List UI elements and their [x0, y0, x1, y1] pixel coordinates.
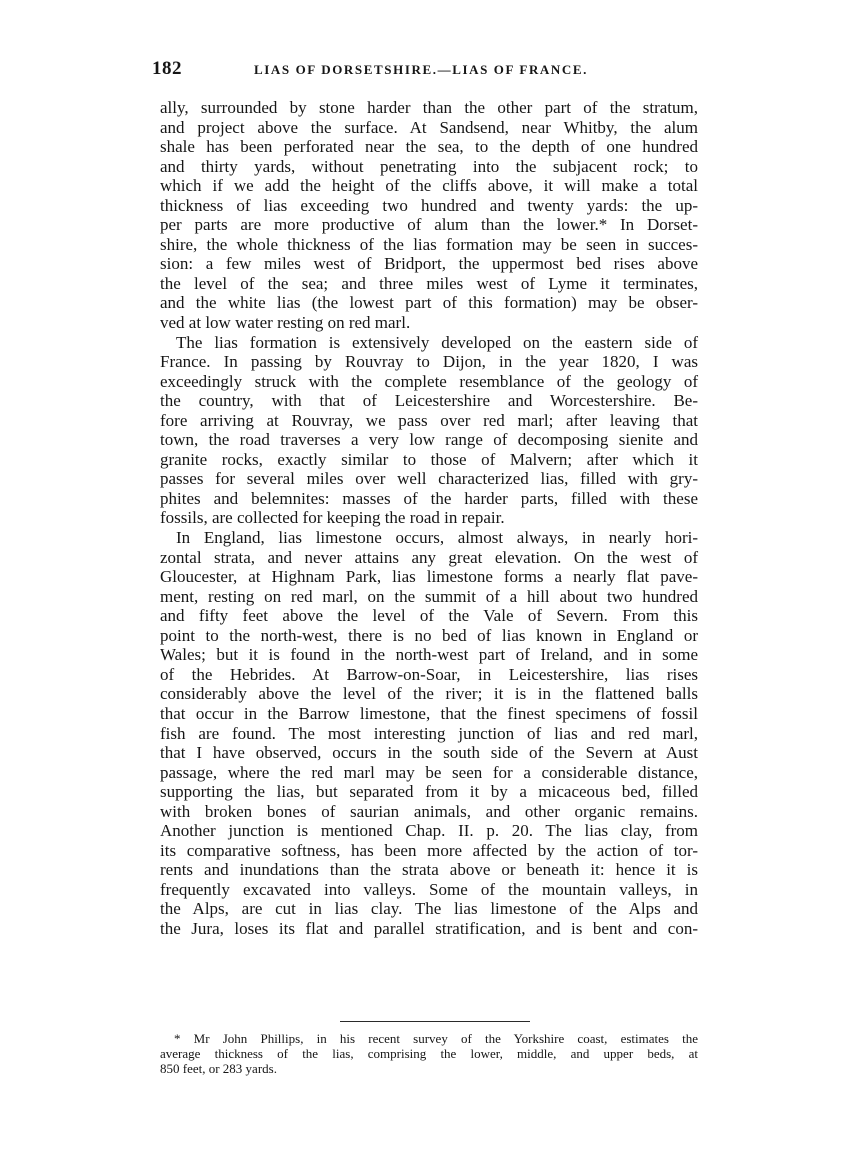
body-line: rents and inundations than the strata above or beneath it: hence it is [160, 860, 698, 880]
body-line: Wales; but it is found in the north-west part of Ireland, and in some [160, 645, 698, 665]
body-line: of the Hebrides. At Barrow-on-Soar, in Leicestershire, lias rises [160, 664, 698, 684]
body-line: shire, the whole thickness of the lias formation may be seen in succes- [160, 234, 698, 254]
footnote [160, 1031, 698, 1076]
body-line: that I have observed, occurs in the south side of the Severn at Aust [160, 743, 698, 763]
footnote-line: 850 feet, or 283 yards. [160, 1061, 277, 1076]
body-line: ment, resting on red marl, on the summit of a hill about two hundred [160, 586, 698, 606]
body-line: and fifty feet above the level of the Vale of Severn. From this [160, 606, 698, 626]
body-line: that occur in the Barrow limestone, that the finest specimens of fossil [160, 703, 698, 723]
body-line: granite rocks, exactly similar to those of Malvern; after which it [160, 449, 698, 469]
body-line: ally, surrounded by stone harder than the other part of the stratum, [160, 98, 698, 117]
body-line: and thirty yards, without penetrating into the subjacent rock; to [160, 156, 698, 176]
body-line: passage, where the red marl may be seen for a considerable distance, [160, 762, 698, 782]
running-head: LIAS OF DORSETSHIRE.—LIAS OF FRANCE. [254, 62, 589, 77]
body-line: fore arriving at Rouvray, we pass over red marl; after leaving that [160, 410, 698, 430]
body-line: the Jura, loses its flat and parallel stratification, and is bent and con- [160, 918, 698, 938]
body-line: point to the north-west, there is no bed of lias known in England or [160, 625, 698, 645]
body-line: France. In passing by Rouvray to Dijon, in the year 1820, I was [160, 352, 698, 372]
body-line: exceedingly struck with the complete resemblance of the geology of [160, 371, 698, 391]
footnote-divider [340, 1021, 530, 1022]
body-line: fossils, are collected for keeping the road in repair. [160, 508, 505, 528]
page-header [152, 58, 698, 84]
body-line: ved at low water resting on red marl. [160, 313, 411, 333]
body-line: and the white lias (the lowest part of this formation) may be obser- [160, 293, 698, 313]
paragraph-start-line: In England, lias limestone occurs, almost always, in nearly hori- [176, 528, 698, 548]
body-text [160, 98, 698, 939]
footnote-line: * Mr John Phillips, in his recent survey of the Yorkshire coast, estimates the [174, 1031, 698, 1046]
body-line: Another junction is mentioned Chap. II. p. 20. The lias clay, from [160, 821, 698, 841]
body-line: passes for several miles over well characterized lias, filled with gry- [160, 469, 698, 489]
body-line: and project above the surface. At Sandsend, near Whitby, the alum [160, 117, 698, 137]
body-line: its comparative softness, has been more affected by the action of tor- [160, 840, 698, 860]
body-line: per parts are more productive of alum than the lower.* In Dorset- [160, 215, 698, 235]
body-line: with broken bones of saurian animals, and other organic remains. [160, 801, 698, 821]
body-line: considerably above the level of the river; it is in the flattened balls [160, 684, 698, 704]
body-line: the country, with that of Leicestershire and Worcestershire. Be- [160, 391, 698, 411]
page-number: 182 [152, 58, 182, 79]
body-line: town, the road traverses a very low range of decomposing sienite and [160, 430, 698, 450]
body-line: frequently excavated into valleys. Some of the mountain valleys, in [160, 879, 698, 899]
body-line: zontal strata, and never attains any great elevation. On the west of [160, 547, 698, 567]
body-line: phites and belemnites: masses of the harder parts, filled with these [160, 488, 698, 508]
body-line: which if we add the height of the cliffs above, it will make a total [160, 176, 698, 196]
body-line: shale has been perforated near the sea, to the depth of one hundred [160, 137, 698, 157]
body-line: Gloucester, at Highnam Park, lias limestone forms a nearly flat pave- [160, 567, 698, 587]
body-line: fish are found. The most interesting junction of lias and red marl, [160, 723, 698, 743]
body-line: sion: a few miles west of Bridport, the uppermost bed rises above [160, 254, 698, 274]
body-line: thickness of lias exceeding two hundred and twenty yards: the up- [160, 195, 698, 215]
paragraph-start-line: The lias formation is extensively developed on the eastern side of [176, 332, 698, 352]
body-line: supporting the lias, but separated from it by a micaceous bed, filled [160, 782, 698, 802]
body-line: the level of the sea; and three miles west of Lyme it terminates, [160, 273, 698, 293]
body-line: the Alps, are cut in lias clay. The lias limestone of the Alps and [160, 899, 698, 919]
footnote-line: average thickness of the lias, comprising the lower, middle, and upper beds, at [160, 1046, 698, 1061]
